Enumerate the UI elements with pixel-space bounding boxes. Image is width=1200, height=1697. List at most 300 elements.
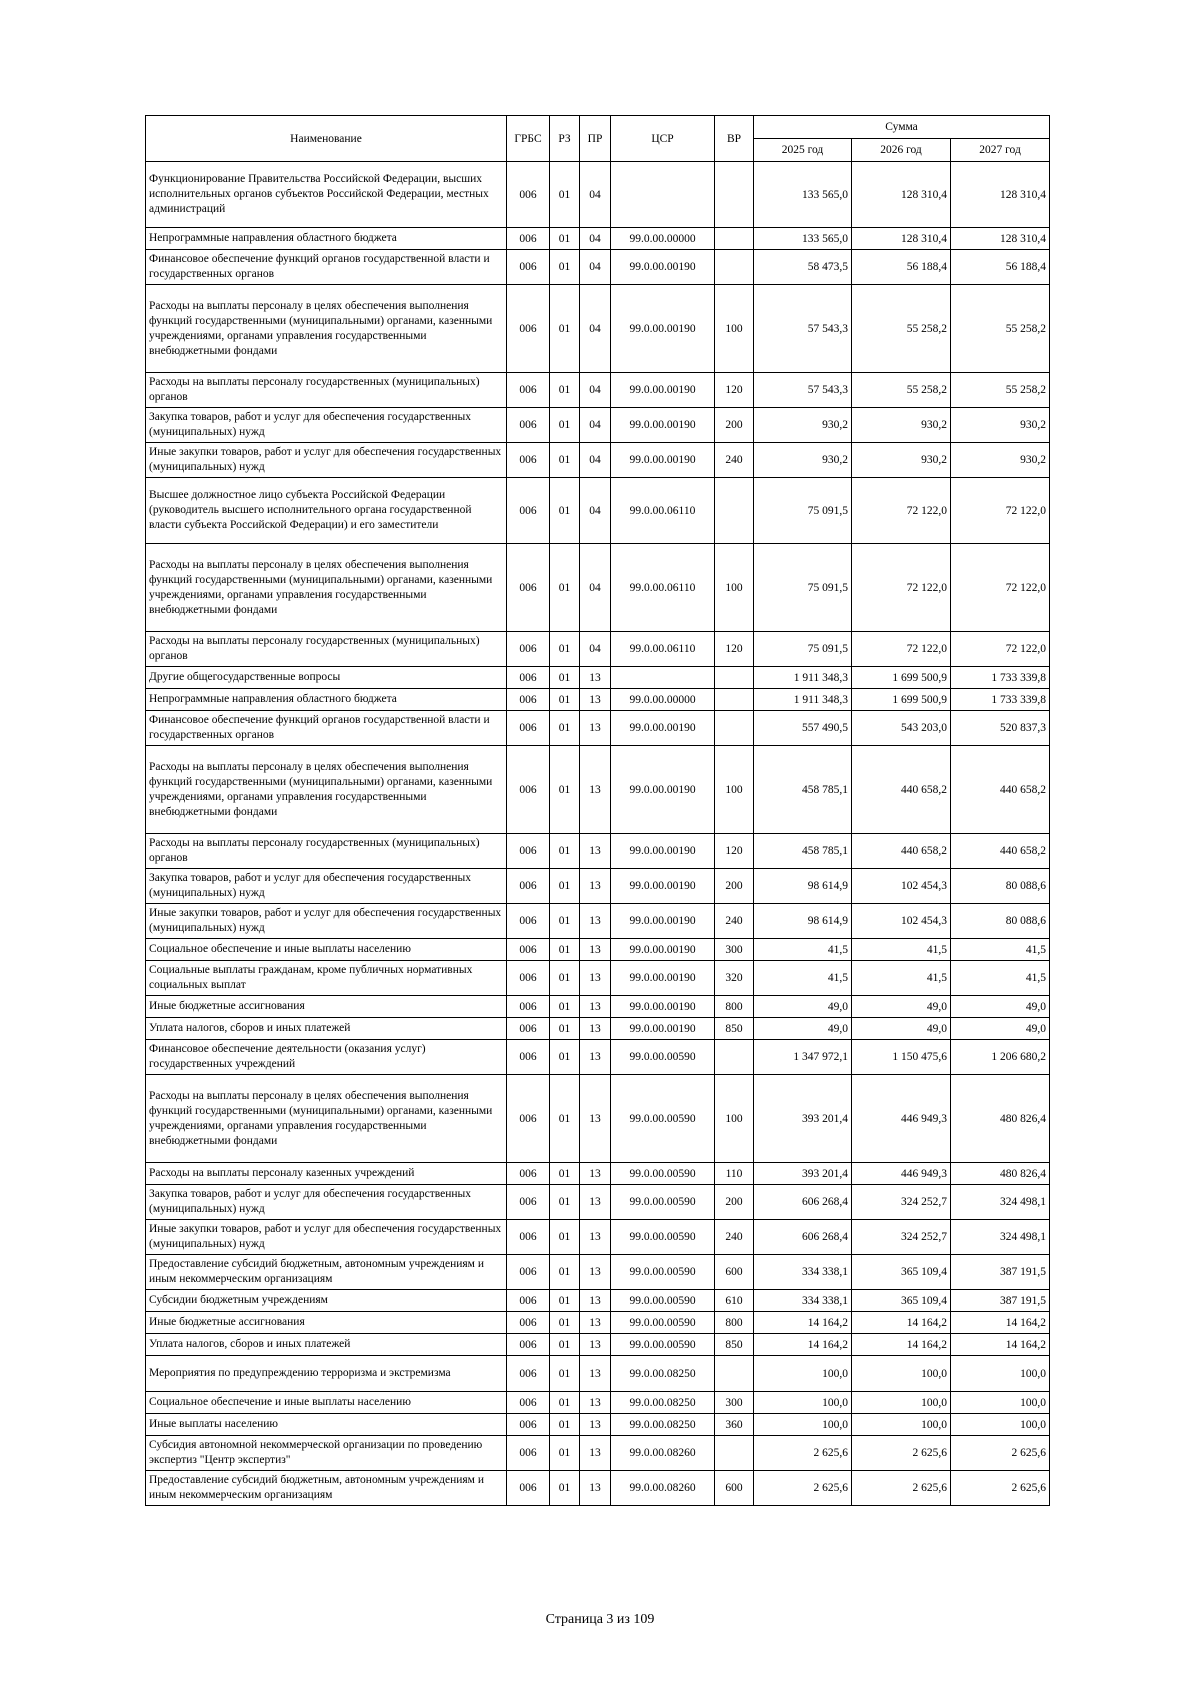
cell-y2025: 606 268,4 [754,1185,852,1220]
cell-y2025: 2 625,6 [754,1471,852,1506]
cell-y2026: 930,2 [852,443,951,478]
cell-grbs: 006 [507,162,550,228]
cell-csr: 99.0.00.00190 [611,996,715,1018]
cell-y2027: 1 733 339,8 [951,689,1050,711]
cell-y2026: 41,5 [852,939,951,961]
header-rz: РЗ [550,116,580,162]
cell-y2027: 14 164,2 [951,1312,1050,1334]
cell-y2026: 49,0 [852,996,951,1018]
cell-y2026: 55 258,2 [852,373,951,408]
cell-pr: 13 [580,1436,611,1471]
table-row [146,939,1050,961]
cell-csr: 99.0.00.00590 [611,1185,715,1220]
table-row [146,1414,1050,1436]
cell-rz: 01 [550,632,580,667]
cell-pr: 13 [580,1185,611,1220]
cell-csr: 99.0.00.00590 [611,1040,715,1075]
cell-rz: 01 [550,162,580,228]
cell-rz: 01 [550,834,580,869]
cell-y2026: 102 454,3 [852,869,951,904]
cell-csr: 99.0.00.08250 [611,1356,715,1392]
cell-vr: 360 [715,1414,754,1436]
cell-vr [715,1040,754,1075]
cell-pr: 13 [580,689,611,711]
cell-rz: 01 [550,1392,580,1414]
table-row [146,373,1050,408]
cell-vr: 100 [715,544,754,632]
table-row [146,1436,1050,1471]
cell-vr [715,228,754,250]
cell-vr [715,162,754,228]
cell-vr: 240 [715,1220,754,1255]
cell-name: Финансовое обеспечение функций органов государственной власти и государственных органов [146,711,507,746]
cell-pr: 04 [580,162,611,228]
table-row [146,632,1050,667]
cell-y2026: 440 658,2 [852,746,951,834]
cell-y2027: 55 258,2 [951,285,1050,373]
cell-y2026: 446 949,3 [852,1163,951,1185]
cell-rz: 01 [550,1471,580,1506]
cell-y2026: 55 258,2 [852,285,951,373]
cell-csr: 99.0.00.08250 [611,1414,715,1436]
cell-vr: 240 [715,443,754,478]
cell-rz: 01 [550,285,580,373]
cell-name: Расходы на выплаты персоналу в целях обеспечения выполнения функций государственными (муниципальными) органами, казенными учреждениями, органами управления государственными внебюджетными фондами [146,285,507,373]
cell-csr: 99.0.00.00190 [611,939,715,961]
cell-y2027: 49,0 [951,996,1050,1018]
table-row [146,285,1050,373]
cell-vr [715,1436,754,1471]
cell-csr: 99.0.00.00190 [611,869,715,904]
cell-grbs: 006 [507,1334,550,1356]
cell-grbs: 006 [507,1163,550,1185]
cell-grbs: 006 [507,1255,550,1290]
cell-csr: 99.0.00.00590 [611,1163,715,1185]
cell-csr: 99.0.00.06110 [611,478,715,544]
cell-rz: 01 [550,1356,580,1392]
cell-y2025: 393 201,4 [754,1075,852,1163]
cell-rz: 01 [550,746,580,834]
cell-y2025: 606 268,4 [754,1220,852,1255]
cell-name: Расходы на выплаты персоналу государственных (муниципальных) органов [146,373,507,408]
table-row [146,869,1050,904]
cell-y2026: 102 454,3 [852,904,951,939]
cell-name: Предоставление субсидий бюджетным, автономным учреждениям и иным некоммерческим организациям [146,1255,507,1290]
cell-csr: 99.0.00.00000 [611,228,715,250]
header-year-2027: 2027 год [951,139,1050,162]
budget-table [145,115,1050,1506]
cell-y2026: 56 188,4 [852,250,951,285]
table-row [146,1334,1050,1356]
cell-grbs: 006 [507,1414,550,1436]
cell-csr: 99.0.00.06110 [611,544,715,632]
cell-y2027: 930,2 [951,443,1050,478]
cell-y2026: 72 122,0 [852,632,951,667]
cell-name: Закупка товаров, работ и услуг для обеспечения государственных (муниципальных) нужд [146,1185,507,1220]
cell-y2026: 1 699 500,9 [852,689,951,711]
header-sum: Сумма [754,116,1050,139]
table-row [146,162,1050,228]
cell-pr: 13 [580,1356,611,1392]
cell-csr: 99.0.00.00590 [611,1075,715,1163]
table-row [146,689,1050,711]
cell-vr: 800 [715,1312,754,1334]
cell-grbs: 006 [507,869,550,904]
cell-y2026: 2 625,6 [852,1436,951,1471]
cell-pr: 13 [580,1018,611,1040]
cell-rz: 01 [550,373,580,408]
cell-name: Другие общегосударственные вопросы [146,667,507,689]
cell-vr: 300 [715,1392,754,1414]
cell-y2025: 75 091,5 [754,478,852,544]
cell-grbs: 006 [507,746,550,834]
cell-csr: 99.0.00.00590 [611,1220,715,1255]
header-name: Наименование [146,116,507,162]
cell-pr: 13 [580,996,611,1018]
page-number: Страница 3 из 109 [545,1612,655,1627]
cell-name: Расходы на выплаты персоналу в целях обеспечения выполнения функций государственными (муниципальными) органами, казенными учреждениями, органами управления государственными внебюджетными фондами [146,544,507,632]
cell-vr: 800 [715,996,754,1018]
cell-pr: 13 [580,1312,611,1334]
cell-pr: 04 [580,250,611,285]
cell-y2027: 2 625,6 [951,1471,1050,1506]
cell-y2027: 324 498,1 [951,1220,1050,1255]
cell-y2026: 14 164,2 [852,1334,951,1356]
cell-y2025: 75 091,5 [754,544,852,632]
cell-vr: 600 [715,1255,754,1290]
cell-y2025: 100,0 [754,1356,852,1392]
cell-y2027: 100,0 [951,1356,1050,1392]
cell-y2025: 98 614,9 [754,904,852,939]
cell-csr: 99.0.00.00190 [611,443,715,478]
cell-vr: 850 [715,1018,754,1040]
cell-y2027: 14 164,2 [951,1334,1050,1356]
cell-name: Непрограммные направления областного бюджета [146,228,507,250]
cell-y2025: 57 543,3 [754,373,852,408]
cell-vr: 600 [715,1471,754,1506]
cell-y2025: 557 490,5 [754,711,852,746]
cell-csr: 99.0.00.00190 [611,373,715,408]
table-row [146,667,1050,689]
cell-grbs: 006 [507,1290,550,1312]
cell-y2026: 324 252,7 [852,1185,951,1220]
table-row [146,1220,1050,1255]
cell-y2025: 2 625,6 [754,1436,852,1471]
table-row [146,1185,1050,1220]
cell-y2025: 98 614,9 [754,869,852,904]
header-pr: ПР [580,116,611,162]
cell-grbs: 006 [507,228,550,250]
cell-pr: 13 [580,667,611,689]
cell-rz: 01 [550,869,580,904]
cell-csr: 99.0.00.00590 [611,1290,715,1312]
cell-name: Иные закупки товаров, работ и услуг для обеспечения государственных (муниципальных) нужд [146,1220,507,1255]
cell-y2025: 133 565,0 [754,162,852,228]
cell-y2027: 41,5 [951,939,1050,961]
cell-y2026: 100,0 [852,1356,951,1392]
cell-rz: 01 [550,711,580,746]
table-row [146,1040,1050,1075]
cell-pr: 04 [580,373,611,408]
cell-pr: 13 [580,904,611,939]
cell-rz: 01 [550,1255,580,1290]
table-row [146,996,1050,1018]
cell-rz: 01 [550,1334,580,1356]
cell-y2026: 128 310,4 [852,162,951,228]
cell-csr: 99.0.00.00590 [611,1255,715,1290]
cell-name: Уплата налогов, сборов и иных платежей [146,1018,507,1040]
cell-y2025: 930,2 [754,443,852,478]
cell-grbs: 006 [507,1075,550,1163]
cell-y2027: 480 826,4 [951,1163,1050,1185]
cell-y2027: 128 310,4 [951,162,1050,228]
cell-y2026: 72 122,0 [852,544,951,632]
cell-y2026: 930,2 [852,408,951,443]
cell-name: Расходы на выплаты персоналу государственных (муниципальных) органов [146,632,507,667]
cell-vr: 120 [715,373,754,408]
cell-csr: 99.0.00.00190 [611,408,715,443]
cell-pr: 13 [580,1392,611,1414]
cell-grbs: 006 [507,408,550,443]
cell-pr: 04 [580,478,611,544]
cell-y2027: 41,5 [951,961,1050,996]
cell-name: Социальные выплаты гражданам, кроме публичных нормативных социальных выплат [146,961,507,996]
table-row [146,544,1050,632]
cell-y2027: 1 733 339,8 [951,667,1050,689]
cell-grbs: 006 [507,711,550,746]
cell-pr: 13 [580,1040,611,1075]
cell-pr: 13 [580,1290,611,1312]
cell-name: Закупка товаров, работ и услуг для обеспечения государственных (муниципальных) нужд [146,869,507,904]
cell-csr: 99.0.00.00190 [611,961,715,996]
table-row [146,1290,1050,1312]
cell-grbs: 006 [507,1220,550,1255]
table-row [146,443,1050,478]
cell-grbs: 006 [507,996,550,1018]
cell-rz: 01 [550,408,580,443]
cell-vr: 100 [715,746,754,834]
cell-csr: 99.0.00.00190 [611,711,715,746]
cell-pr: 13 [580,834,611,869]
cell-pr: 04 [580,408,611,443]
table-row [146,1312,1050,1334]
header-grbs: ГРБС [507,116,550,162]
cell-grbs: 006 [507,904,550,939]
cell-y2025: 133 565,0 [754,228,852,250]
cell-y2026: 128 310,4 [852,228,951,250]
cell-name: Субсидия автономной некоммерческой организации по проведению экспертиз "Центр экспертиз" [146,1436,507,1471]
cell-vr: 200 [715,1185,754,1220]
cell-csr: 99.0.00.08250 [611,1392,715,1414]
cell-csr: 99.0.00.00590 [611,1312,715,1334]
cell-vr: 320 [715,961,754,996]
cell-rz: 01 [550,961,580,996]
cell-y2025: 334 338,1 [754,1290,852,1312]
cell-name: Иные закупки товаров, работ и услуг для обеспечения государственных (муниципальных) нужд [146,443,507,478]
table-body [146,162,1050,1506]
table-row [146,1255,1050,1290]
cell-rz: 01 [550,544,580,632]
cell-grbs: 006 [507,373,550,408]
cell-name: Высшее должностное лицо субъекта Российской Федерации (руководитель высшего исполнительного органа государственной власти субъекта Российской Федерации) и его заместители [146,478,507,544]
cell-grbs: 006 [507,961,550,996]
cell-vr: 200 [715,408,754,443]
cell-grbs: 006 [507,1471,550,1506]
cell-y2025: 458 785,1 [754,834,852,869]
cell-y2025: 41,5 [754,939,852,961]
cell-csr [611,667,715,689]
cell-y2027: 49,0 [951,1018,1050,1040]
cell-y2025: 334 338,1 [754,1255,852,1290]
table-row [146,1018,1050,1040]
cell-vr: 120 [715,632,754,667]
cell-vr: 100 [715,285,754,373]
cell-grbs: 006 [507,250,550,285]
header-vr: ВР [715,116,754,162]
cell-y2026: 446 949,3 [852,1075,951,1163]
cell-name: Мероприятия по предупреждению терроризма и экстремизма [146,1356,507,1392]
cell-pr: 04 [580,228,611,250]
cell-grbs: 006 [507,1356,550,1392]
header-csr: ЦСР [611,116,715,162]
cell-y2027: 55 258,2 [951,373,1050,408]
table-row [146,961,1050,996]
table-row [146,904,1050,939]
cell-name: Иные выплаты населению [146,1414,507,1436]
cell-name: Социальное обеспечение и иные выплаты населению [146,1392,507,1414]
cell-name: Иные бюджетные ассигнования [146,996,507,1018]
cell-pr: 13 [580,1075,611,1163]
cell-grbs: 006 [507,443,550,478]
cell-pr: 13 [580,1334,611,1356]
cell-vr [715,711,754,746]
cell-name: Социальное обеспечение и иные выплаты населению [146,939,507,961]
table-row [146,746,1050,834]
cell-name: Расходы на выплаты персоналу в целях обеспечения выполнения функций государственными (муниципальными) органами, казенными учреждениями, органами управления государственными внебюджетными фондами [146,746,507,834]
cell-y2025: 930,2 [754,408,852,443]
cell-y2025: 14 164,2 [754,1334,852,1356]
cell-pr: 13 [580,961,611,996]
cell-grbs: 006 [507,478,550,544]
cell-y2027: 72 122,0 [951,478,1050,544]
cell-rz: 01 [550,1290,580,1312]
cell-csr: 99.0.00.00590 [611,1334,715,1356]
cell-rz: 01 [550,904,580,939]
cell-y2027: 100,0 [951,1414,1050,1436]
cell-name: Предоставление субсидий бюджетным, автономным учреждениям и иным некоммерческим организациям [146,1471,507,1506]
cell-csr: 99.0.00.00190 [611,746,715,834]
table-row [146,711,1050,746]
cell-pr: 04 [580,443,611,478]
cell-y2026: 100,0 [852,1392,951,1414]
cell-rz: 01 [550,1414,580,1436]
cell-y2027: 324 498,1 [951,1185,1050,1220]
cell-y2026: 1 150 475,6 [852,1040,951,1075]
cell-csr: 99.0.00.00190 [611,904,715,939]
cell-pr: 13 [580,939,611,961]
cell-y2025: 14 164,2 [754,1312,852,1334]
cell-rz: 01 [550,1312,580,1334]
cell-y2026: 365 109,4 [852,1290,951,1312]
cell-y2026: 2 625,6 [852,1471,951,1506]
cell-grbs: 006 [507,1040,550,1075]
cell-y2026: 100,0 [852,1414,951,1436]
cell-rz: 01 [550,939,580,961]
cell-y2026: 365 109,4 [852,1255,951,1290]
cell-y2027: 930,2 [951,408,1050,443]
cell-csr: 99.0.00.00190 [611,834,715,869]
cell-rz: 01 [550,443,580,478]
cell-name: Функционирование Правительства Российской Федерации, высших исполнительных органов субъектов Российской Федерации, местных администраций [146,162,507,228]
cell-y2025: 49,0 [754,1018,852,1040]
table-row [146,1392,1050,1414]
table-row [146,1163,1050,1185]
cell-y2025: 57 543,3 [754,285,852,373]
cell-vr [715,689,754,711]
cell-y2027: 387 191,5 [951,1290,1050,1312]
cell-y2026: 543 203,0 [852,711,951,746]
cell-pr: 13 [580,1414,611,1436]
header-year-2026: 2026 год [852,139,951,162]
cell-name: Финансовое обеспечение функций органов государственной власти и государственных органов [146,250,507,285]
cell-rz: 01 [550,996,580,1018]
cell-grbs: 006 [507,1392,550,1414]
cell-y2027: 2 625,6 [951,1436,1050,1471]
cell-vr: 100 [715,1075,754,1163]
cell-y2026: 324 252,7 [852,1220,951,1255]
cell-grbs: 006 [507,1018,550,1040]
cell-y2027: 56 188,4 [951,250,1050,285]
cell-rz: 01 [550,1220,580,1255]
cell-pr: 13 [580,1220,611,1255]
cell-y2026: 1 699 500,9 [852,667,951,689]
cell-name: Иные закупки товаров, работ и услуг для обеспечения государственных (муниципальных) нужд [146,904,507,939]
cell-pr: 04 [580,285,611,373]
cell-rz: 01 [550,1185,580,1220]
cell-name: Расходы на выплаты персоналу государственных (муниципальных) органов [146,834,507,869]
cell-vr [715,250,754,285]
cell-y2027: 80 088,6 [951,904,1050,939]
cell-rz: 01 [550,1040,580,1075]
cell-csr: 99.0.00.00190 [611,1018,715,1040]
cell-vr: 850 [715,1334,754,1356]
cell-pr: 13 [580,746,611,834]
cell-vr [715,1356,754,1392]
cell-pr: 13 [580,869,611,904]
table-row [146,228,1050,250]
cell-csr: 99.0.00.00190 [611,250,715,285]
cell-y2027: 440 658,2 [951,746,1050,834]
cell-grbs: 006 [507,1185,550,1220]
cell-grbs: 006 [507,834,550,869]
cell-y2025: 58 473,5 [754,250,852,285]
cell-y2025: 49,0 [754,996,852,1018]
cell-y2027: 128 310,4 [951,228,1050,250]
cell-grbs: 006 [507,285,550,373]
cell-y2027: 520 837,3 [951,711,1050,746]
cell-vr: 110 [715,1163,754,1185]
cell-grbs: 006 [507,1312,550,1334]
cell-y2026: 49,0 [852,1018,951,1040]
table-row [146,250,1050,285]
cell-y2027: 100,0 [951,1392,1050,1414]
cell-y2025: 1 347 972,1 [754,1040,852,1075]
cell-vr: 240 [715,904,754,939]
cell-y2026: 72 122,0 [852,478,951,544]
cell-y2025: 1 911 348,3 [754,689,852,711]
cell-y2025: 393 201,4 [754,1163,852,1185]
table-row [146,1471,1050,1506]
